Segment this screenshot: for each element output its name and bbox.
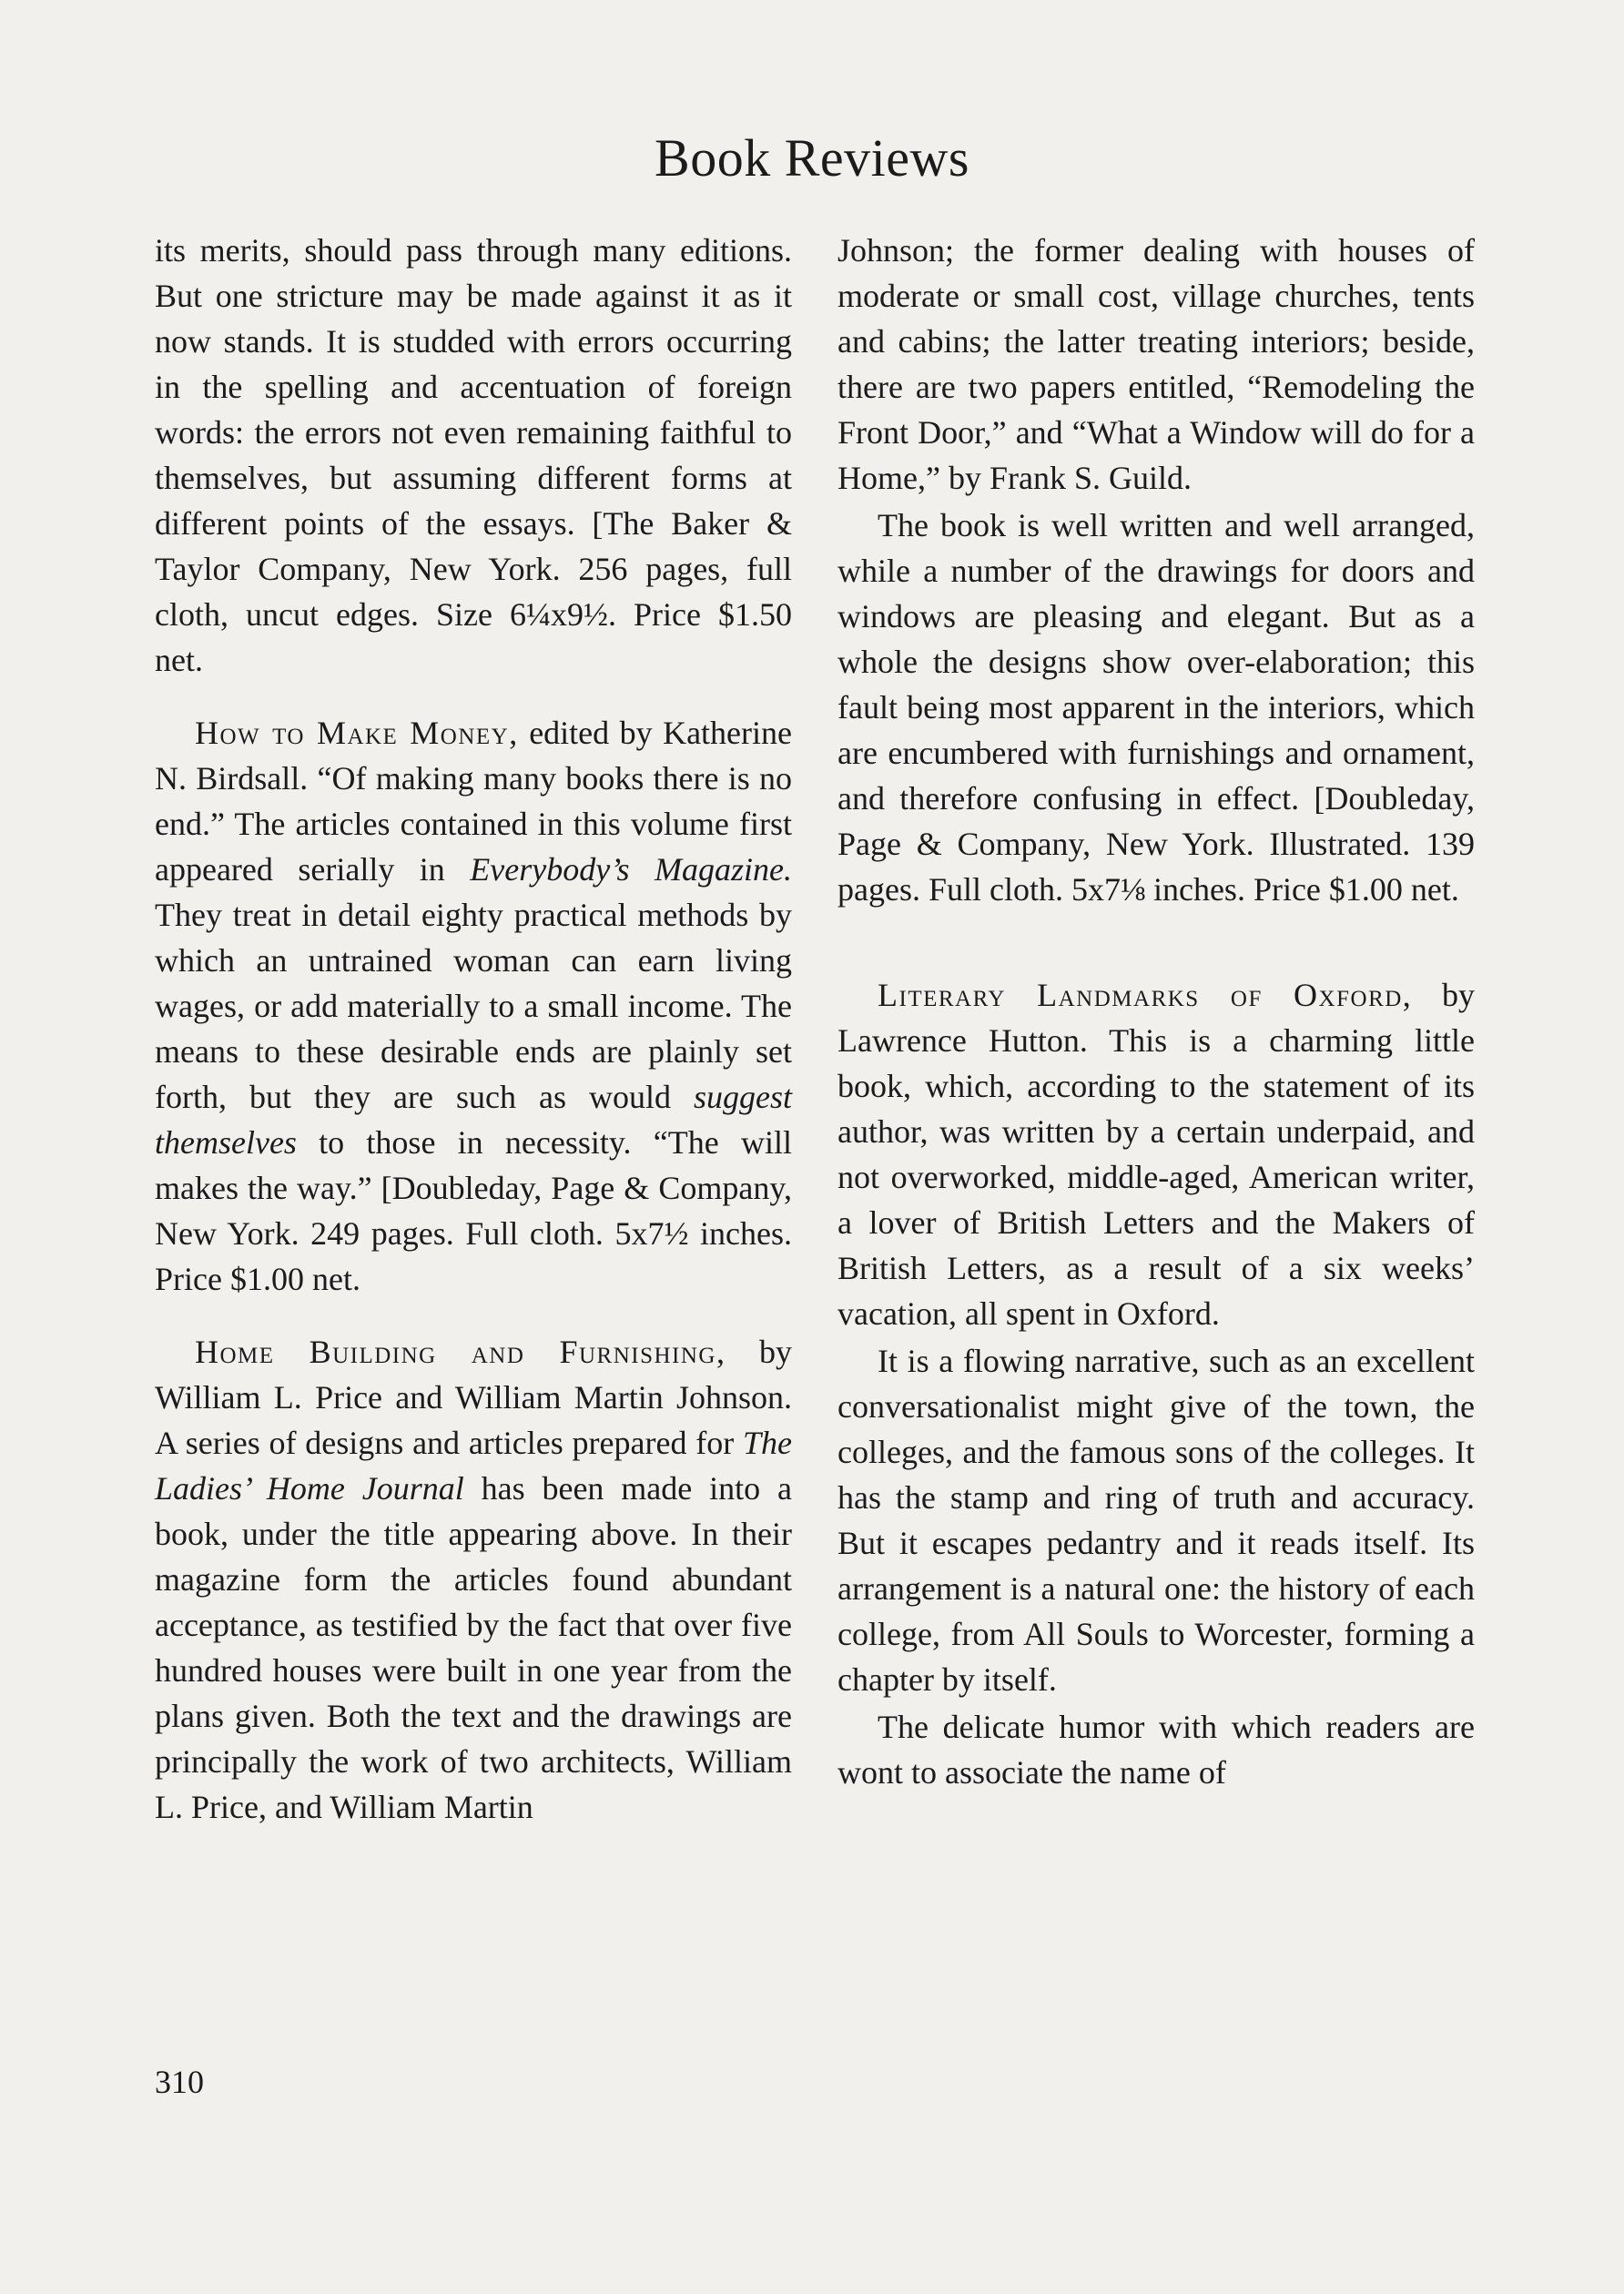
emphasis-text: suggest themselves — [155, 1079, 792, 1161]
review-text: to those in necessity. “The will makes the way.” [Doubleday, Page & Company, New York. 249 pages. Full cloth. 5x7½ inches. Price $1.00 net. — [155, 1124, 792, 1297]
review-text: They treat in detail eighty practical methods by which an untrained woman can earn living wages, or add materially to a small income. The means to these desirable ends are plainly set forth, but they are such as would — [155, 897, 792, 1115]
review-text: by William L. Price and William Martin Johnson. A series of designs and articles prepared for — [155, 1334, 792, 1461]
book-title: How to Make Money, — [195, 715, 519, 751]
magazine-title: Everybody’s Magazine. — [470, 851, 792, 888]
review-literary-landmarks — [837, 972, 1475, 1336]
review-paragraph: It is a flowing narrative, such as an excellent conversationalist might give of the town, the colleges, and the famous sons of the colleges. It has the stamp and ring of truth and accuracy. But it escapes pedantry and it reads itself. Its arrangement is a natural one: the history of each college, from All Souls to Worcester, forming a chapter by itself. — [837, 1343, 1475, 1698]
book-title: Home Building and Furnishing, — [195, 1334, 726, 1370]
review-paragraph: The delicate humor with which readers are wont to associate the name of — [837, 1709, 1475, 1791]
book-title: Literary Landmarks of Oxford, — [878, 977, 1413, 1013]
page-title: Book Reviews — [655, 128, 969, 188]
review-how-to-make-money — [155, 710, 792, 1302]
review-paragraph: The book is well written and well arranged, while a number of the drawings for doors and windows are pleasing and elegant. But as a whole the designs show over-elaboration; this fault being most apparent in the interiors, which are encumbered with furnishings and ornament, and therefore confusing in effect. [Doubleday, Page & Company, New York. Illustrated. 139 pages. Full cloth. 5x7⅛ inches. Price $1.00 net. — [837, 507, 1475, 908]
magazine-title: The Ladies’ Home Journal — [155, 1425, 792, 1507]
review-continuation-paragraph: its merits, should pass through many editions. But one stricture may be made against it as it now stands. It is studded with errors occurring in the spelling and accentuation of foreign words: the errors not even remaining faithful to themselves, but assuming different forms at different points of the essays. [The Baker & Taylor Company, New York. 256 pages, full cloth, uncut edges. Size 6¼x9½. Price $1.50 net. — [155, 232, 792, 678]
right-column — [837, 228, 1475, 1795]
review-text: has been made into a book, under the title appearing above. In their magazine form the articles found abundant acceptance, as testified by the fact that over five hundred houses were built in one year from the plans given. Both the text and the drawings are principally the work of two architects, William L. Price, and William Martin — [155, 1470, 792, 1825]
page-number: 310 — [155, 2064, 204, 2100]
review-home-building — [155, 1329, 792, 1830]
review-text: by Lawrence Hutton. This is a charming little book, which, according to the statement of its author, was written by a certain underpaid, and not overworked, middle-aged, American writer, a lover of British Letters and the Makers of British Letters, as a result of a six weeks’ vacation, all spent in Oxford. — [837, 977, 1476, 1332]
review-continuation-paragraph: Johnson; the former dealing with houses of moderate or small cost, village churches, tents and cabins; the latter treating interiors; beside, there are two papers entitled, “Remodeling the Front Door,” and “What a Window will do for a Home,” by Frank S. Guild. — [837, 232, 1475, 496]
review-text: edited by Katherine N. Birdsall. “Of making many books there is no end.” The articles contained in this volume first appeared serially in — [155, 715, 792, 888]
left-column — [155, 228, 792, 1830]
